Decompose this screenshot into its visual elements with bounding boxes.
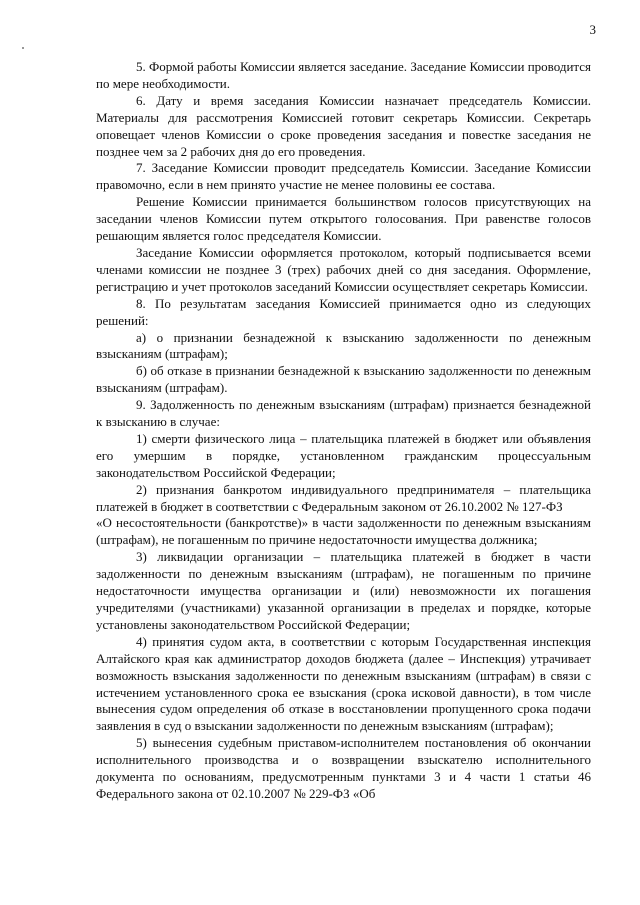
paragraph-9-2-continued: «О несостоятельности (банкротстве)» в части задолженности по денежным взысканиям (штрафам), не погашенным по причине недостаточности имущества должника;	[96, 515, 591, 548]
paragraph-9-4: 4) принятия судом акта, в соответствии с которым Государственная инспекция Алтайского края как администратор доходов бюджета (далее – Инспекция) утрачивает возможность взыскания задолженности по денежным взысканиям (штрафам) в связи с истечением установленного срока ее взыскания (срока исковой давности), в том числе вынесения судом определения об отказе в восстановлении пропущенного срока подачи заявления в суд о взыскании задолженности по денежным взысканиям (штрафам);	[96, 633, 591, 734]
paragraph-8: 8. По результатам заседания Комиссией принимается одно из следующих решений:	[96, 295, 591, 328]
page-number: 3	[589, 22, 596, 37]
margin-mark	[22, 47, 24, 49]
paragraph-protocol: Заседание Комиссии оформляется протоколом, который подписывается всеми членами комиссии не позднее 3 (трех) рабочих дней со дня заседания. Оформление, регистрацию и учет протоколов заседаний Комиссии осуществляет секретарь Комиссии.	[96, 244, 591, 294]
document-body	[96, 59, 591, 803]
paragraph-6: 6. Дату и время заседания Комиссии назначает председатель Комиссии. Материалы для рассмотрения Комиссией готовит секретарь Комиссии. Секретарь оповещает членов Комиссии о сроке проведения заседания и повестке заседания не позднее чем за 2 рабочих дня до его проведения.	[96, 92, 591, 159]
paragraph-7: 7. Заседание Комиссии проводит председатель Комиссии. Заседание Комиссии правомочно, если в нем принято участие не менее половины ее состава.	[96, 160, 591, 193]
paragraph-9-3: 3) ликвидации организации – плательщика платежей в бюджет в части задолженности по денежным взысканиям (штрафам), не погашенным по причине недостаточности имущества организации и (или) невозможности их погашения учредителями (участниками) указанной организации в пределах и порядке, которые установлены законодательством Российской Федерации;	[96, 549, 591, 632]
paragraph-9-2: 2) признания банкротом индивидуального предпринимателя – плательщика платежей в бюджет в соответствии с Федеральным законом от 26.10.2002 № 127-ФЗ	[96, 481, 591, 514]
paragraph-decision: Решение Комиссии принимается большинством голосов присутствующих на заседании членов Комиссии путем открытого голосования. При равенстве голосов решающим является голос председателя Комиссии.	[96, 194, 591, 244]
paragraph-5: 5. Формой работы Комиссии является заседание. Заседание Комиссии проводится по мере необходимости.	[96, 59, 591, 91]
paragraph-8b: б) об отказе в признании безнадежной к взысканию задолженности по денежным взысканиям (штрафам).	[96, 363, 591, 396]
paragraph-9-5: 5) вынесения судебным приставом-исполнителем постановления об окончании исполнительного производства и о возвращении взыскателю исполнительного документа по основаниям, предусмотренным пунктами 3 и 4 части 1 статьи 46 Федерального закона от 02.10.2007 № 229-ФЗ «Об	[96, 735, 591, 801]
paragraph-9-1: 1) смерти физического лица – плательщика платежей в бюджет или объявления его умершим в порядке, установленном гражданским процессуальным законодательством Российской Федерации;	[96, 430, 591, 480]
paragraph-9: 9. Задолженность по денежным взысканиям (штрафам) признается безнадежной к взысканию в случае:	[96, 397, 591, 430]
paragraph-8a: а) о признании безнадежной к взысканию задолженности по денежным взысканиям (штрафам);	[96, 329, 591, 362]
